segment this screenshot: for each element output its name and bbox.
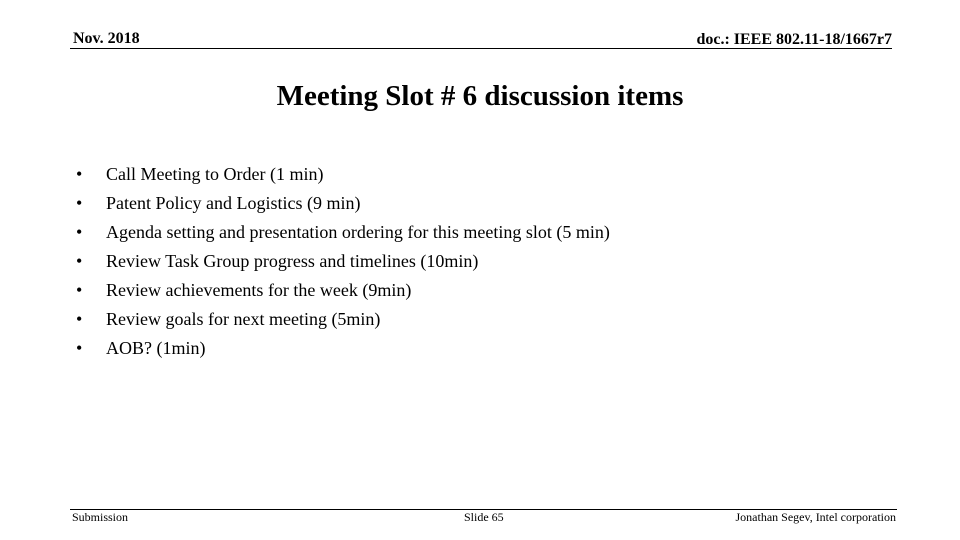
agenda-item-text: Call Meeting to Order (1 min)	[106, 164, 324, 184]
bullet-icon: •	[76, 193, 83, 213]
agenda-item-text: Agenda setting and presentation ordering for this meeting slot (5 min)	[106, 222, 610, 242]
header-date: Nov. 2018	[73, 30, 140, 47]
bullet-icon: •	[76, 222, 83, 242]
agenda-item-text: Patent Policy and Logistics (9 min)	[106, 193, 361, 213]
header-doc-id: doc.: IEEE 802.11-18/1667r7	[696, 31, 892, 48]
agenda-item-text: Review achievements for the week (9min)	[106, 280, 412, 300]
agenda-item-text: Review goals for next meeting (5min)	[106, 309, 381, 329]
agenda-item-text: AOB? (1min)	[106, 338, 206, 358]
bullet-icon: •	[76, 251, 83, 271]
agenda-item-text: Review Task Group progress and timelines (10min)	[106, 251, 479, 271]
footer-submission: Submission	[72, 510, 129, 524]
header-divider	[70, 48, 892, 49]
bullet-icon: •	[76, 164, 83, 184]
bullet-icon: •	[76, 280, 83, 300]
footer-slide-number: Slide 65	[464, 510, 504, 524]
footer-author: Jonathan Segev, Intel corporation	[735, 510, 896, 524]
bullet-icon: •	[76, 338, 83, 358]
slide-title: Meeting Slot # 6 discussion items	[276, 80, 684, 112]
bullet-icon: •	[76, 309, 83, 329]
